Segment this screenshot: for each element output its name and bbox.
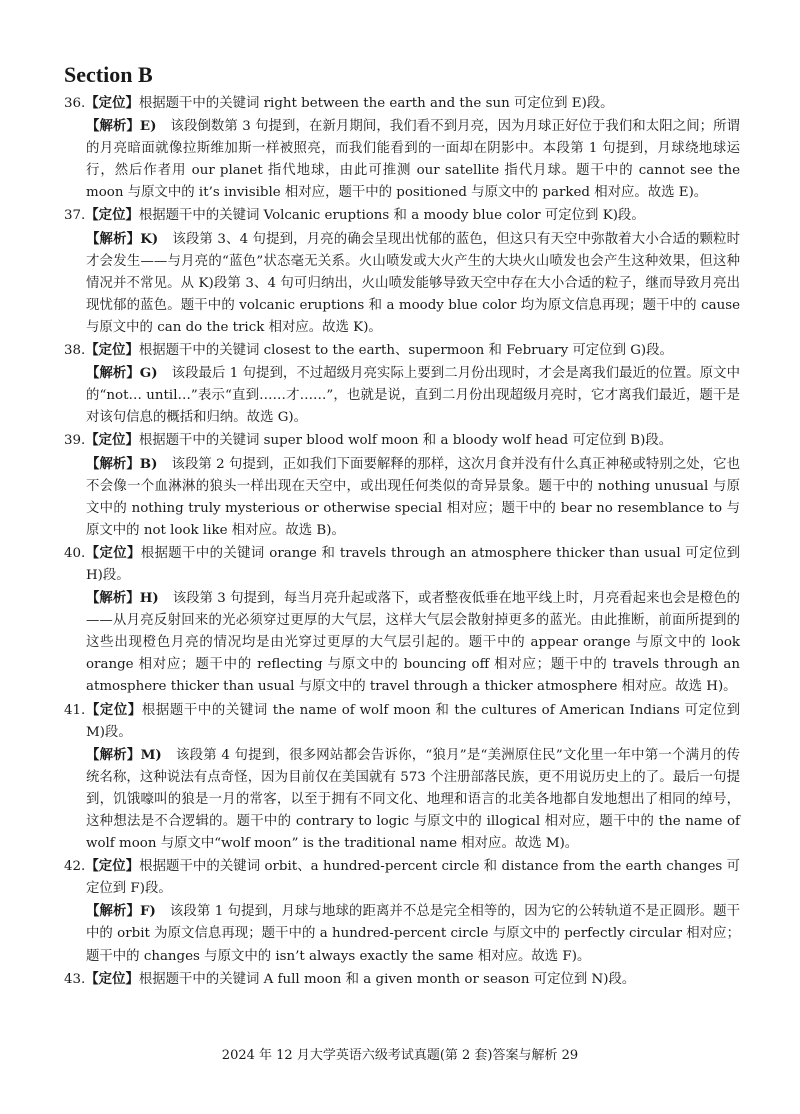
explanation-tag: 【解析】 bbox=[86, 365, 140, 382]
locate-tag: 【定位】 bbox=[85, 432, 139, 449]
locate-paragraph bbox=[64, 855, 740, 900]
question-number: 42. bbox=[64, 859, 86, 875]
answer-item bbox=[64, 204, 740, 339]
explanation-paragraph bbox=[64, 362, 740, 429]
locate-paragraph bbox=[64, 968, 740, 991]
locate-tag: 【定位】 bbox=[85, 95, 139, 111]
question-number: 38. bbox=[64, 343, 86, 359]
locate-paragraph bbox=[64, 429, 740, 452]
explanation-tag: 【解析】 bbox=[86, 903, 140, 920]
locate-tag: 【定位】 bbox=[85, 544, 141, 561]
answer-letter: E) bbox=[139, 118, 157, 135]
answer-letter: G) bbox=[139, 365, 158, 382]
answer-item bbox=[64, 699, 740, 856]
explanation-paragraph bbox=[64, 115, 740, 204]
locate-tag: 【定位】 bbox=[85, 701, 142, 718]
locate-text: 根据题干中的关键词 closest to the earth、supermoon 和 February 可定位到 G)段。 bbox=[138, 343, 673, 359]
locate-paragraph bbox=[64, 542, 740, 587]
locate-text: 根据题干中的关键词 orbit、a hundred-percent circle 和 distance from the earth changes 可定位到 F)段。 bbox=[86, 859, 740, 897]
answer-item bbox=[64, 339, 740, 429]
explanation-paragraph bbox=[64, 453, 740, 542]
explanation-paragraph bbox=[64, 228, 740, 339]
question-number: 40. bbox=[64, 545, 86, 561]
explanation-text: 该段倒数第 3 句提到，在新月期间，我们看不到月亮，因为月球正好位于我们和太阳之间；所谓的月亮暗面就像拉斯维加斯一样被照亮，而我们能看到的一面却在阴影中。本段第 1 句提到，月球绕地球运行，然后作者用 our planet 指代地球，由此可推测 our satellite 指代月球。题干中的 cannot see the moon 与原文中的 it’s invisible 相对应，题干中的 positioned 与原文中的 parked 相对应。故选 E)。 bbox=[86, 119, 740, 201]
answer-item bbox=[64, 855, 740, 967]
locate-paragraph bbox=[64, 339, 740, 362]
explanation-text: 该段第 4 句提到，很多网站都会告诉你，“狼月”是“美洲原住民”文化里一年中第一个满月的传统名称，这种说法有点奇怪，因为目前仅在美国就有 573 个注册部落民族，更不用说历史上的了。最后一句提到，饥饿嚎叫的狼是一月的常客，以至于拥有不同文化、地理和语言的北美各地都自发地想出了相同的绰号，这种想法是不合逻辑的。题干中的 contrary to logic 与原文中的 illogical 相对应，题干中的 the name of wolf moon 与原文中“wolf moon” is the traditional name 相对应。故选 M)。 bbox=[86, 747, 740, 852]
locate-paragraph bbox=[64, 92, 740, 115]
explanation-text: 该段第 1 句提到，月球与地球的距离并不总是完全相等的，因为它的公转轨道不是正圆形。题干中的 orbit 为原文信息再现；题干中的 a hundred-percent circle 与原文中的 perfectly circular 相对应；题干中的 changes 与原文中的 isn’t always exactly the same 相对应。故选 F)。 bbox=[86, 904, 741, 964]
explanation-paragraph bbox=[64, 587, 740, 698]
answer-letter: H) bbox=[139, 590, 159, 607]
answer-list bbox=[64, 92, 740, 991]
explanation-tag: 【解析】 bbox=[86, 118, 140, 135]
explanation-text: 该段第 3 句提到，每当月亮升起或落下，或者整夜低垂在地平线上时，月亮看起来也会是橙色的——从月亮反射回来的光必须穿过更厚的大气层，这样大气层会散射掉更多的蓝光。由此推断，前面所提到的这些出现橙色月亮的情况均是由光穿过更厚的大气层引起的。题干中的 appear orange 与原文中的 look orange 相对应；题干中的 reflecting 与原文中的 bouncing off 相对应；题干中的 travels through an atmosphere thicker than usual 与原文中的 travel through a thicker atmosphere 相对应。故选 H)。 bbox=[86, 591, 741, 695]
explanation-text: 该段第 3、4 句提到，月亮的确会呈现出忧郁的蓝色，但这只有天空中弥散着大小合适的颗粒时才会发生——与月亮的“蓝色”状态毫无关系。火山喷发或大火产生的大块火山喷发也会产生这种效果，但这种情况并不常见。从 K)段第 3、4 句可归纳出，火山喷发能够导致天空中存在大小合适的粒子，继而导致月亮出现忧郁的蓝色。题干中的 volcanic eruptions 和 a moody blue color 均为原文信息再现；题干中的 cause 与原文中的 can do the trick 相对应。故选 K)。 bbox=[86, 231, 740, 335]
question-number: 39. bbox=[64, 433, 86, 449]
explanation-text: 该段第 2 句提到，正如我们下面要解释的那样，这次月食并没有什么真正神秘或特别之处，它也不会像一个血淋淋的狼头一样出现在天空中，或出现任何类似的奇异景象。题干中的 nothing unusual 与原文中的 nothing truly mysterious or otherwise special 相对应；题干中的 bear no resemblance to 与原文中的 not look like 相对应。故选 B)。 bbox=[86, 456, 740, 538]
locate-paragraph bbox=[64, 204, 740, 227]
locate-text: 根据题干中的关键词 super blood wolf moon 和 a bloody wolf head 可定位到 B)段。 bbox=[138, 433, 673, 449]
answer-letter: K) bbox=[140, 230, 159, 247]
question-number: 37. bbox=[64, 208, 86, 224]
page-footer: 2024 年 12 月大学英语六级考试真题(第 2 套)答案与解析 29 bbox=[221, 1048, 579, 1063]
locate-paragraph bbox=[64, 699, 740, 744]
question-number: 41. bbox=[64, 702, 86, 718]
answer-item bbox=[64, 542, 740, 699]
locate-text: 根据题干中的关键词 Volcanic eruptions 和 a moody blue color 可定位到 K)段。 bbox=[138, 208, 645, 224]
locate-text: 根据题干中的关键词 the name of wolf moon 和 the cultures of American Indians 可定位到 M)段。 bbox=[86, 702, 741, 740]
answer-item bbox=[64, 968, 740, 991]
locate-text: 根据题干中的关键词 A full moon 和 a given month or season 可定位到 N)段。 bbox=[138, 971, 636, 987]
answer-letter: F) bbox=[139, 903, 156, 920]
locate-tag: 【定位】 bbox=[85, 342, 139, 359]
answer-item bbox=[64, 92, 740, 204]
locate-text: 根据题干中的关键词 orange 和 travels through an atmosphere thicker than usual 可定位到 H)段。 bbox=[86, 545, 740, 583]
section-title: Section B bbox=[64, 62, 153, 87]
question-number: 36. bbox=[64, 96, 86, 111]
locate-text: 根据题干中的关键词 right between the earth and the sun 可定位到 E)段。 bbox=[138, 96, 614, 111]
locate-tag: 【定位】 bbox=[85, 970, 139, 987]
explanation-text: 该段最后 1 句提到，不过超级月亮实际上要到二月份出现时，才会是离我们最近的位置。原文中的“not… until…”表示“直到……才……”，也就是说，直到二月份出现超级月亮时，它才离我们最近，题干是对该句信息的概括和归纳。故选 G)。 bbox=[86, 366, 741, 426]
answer-item bbox=[64, 429, 740, 541]
locate-tag: 【定位】 bbox=[85, 858, 140, 875]
explanation-tag: 【解析】 bbox=[86, 230, 141, 247]
explanation-tag: 【解析】 bbox=[86, 590, 140, 607]
explanation-tag: 【解析】 bbox=[86, 455, 140, 472]
locate-tag: 【定位】 bbox=[85, 207, 139, 224]
answer-letter: M) bbox=[140, 746, 162, 763]
explanation-paragraph bbox=[64, 900, 740, 967]
answer-letter: B) bbox=[139, 455, 158, 472]
explanation-tag: 【解析】 bbox=[86, 746, 141, 763]
question-number: 43. bbox=[64, 971, 86, 987]
explanation-paragraph bbox=[64, 744, 740, 855]
